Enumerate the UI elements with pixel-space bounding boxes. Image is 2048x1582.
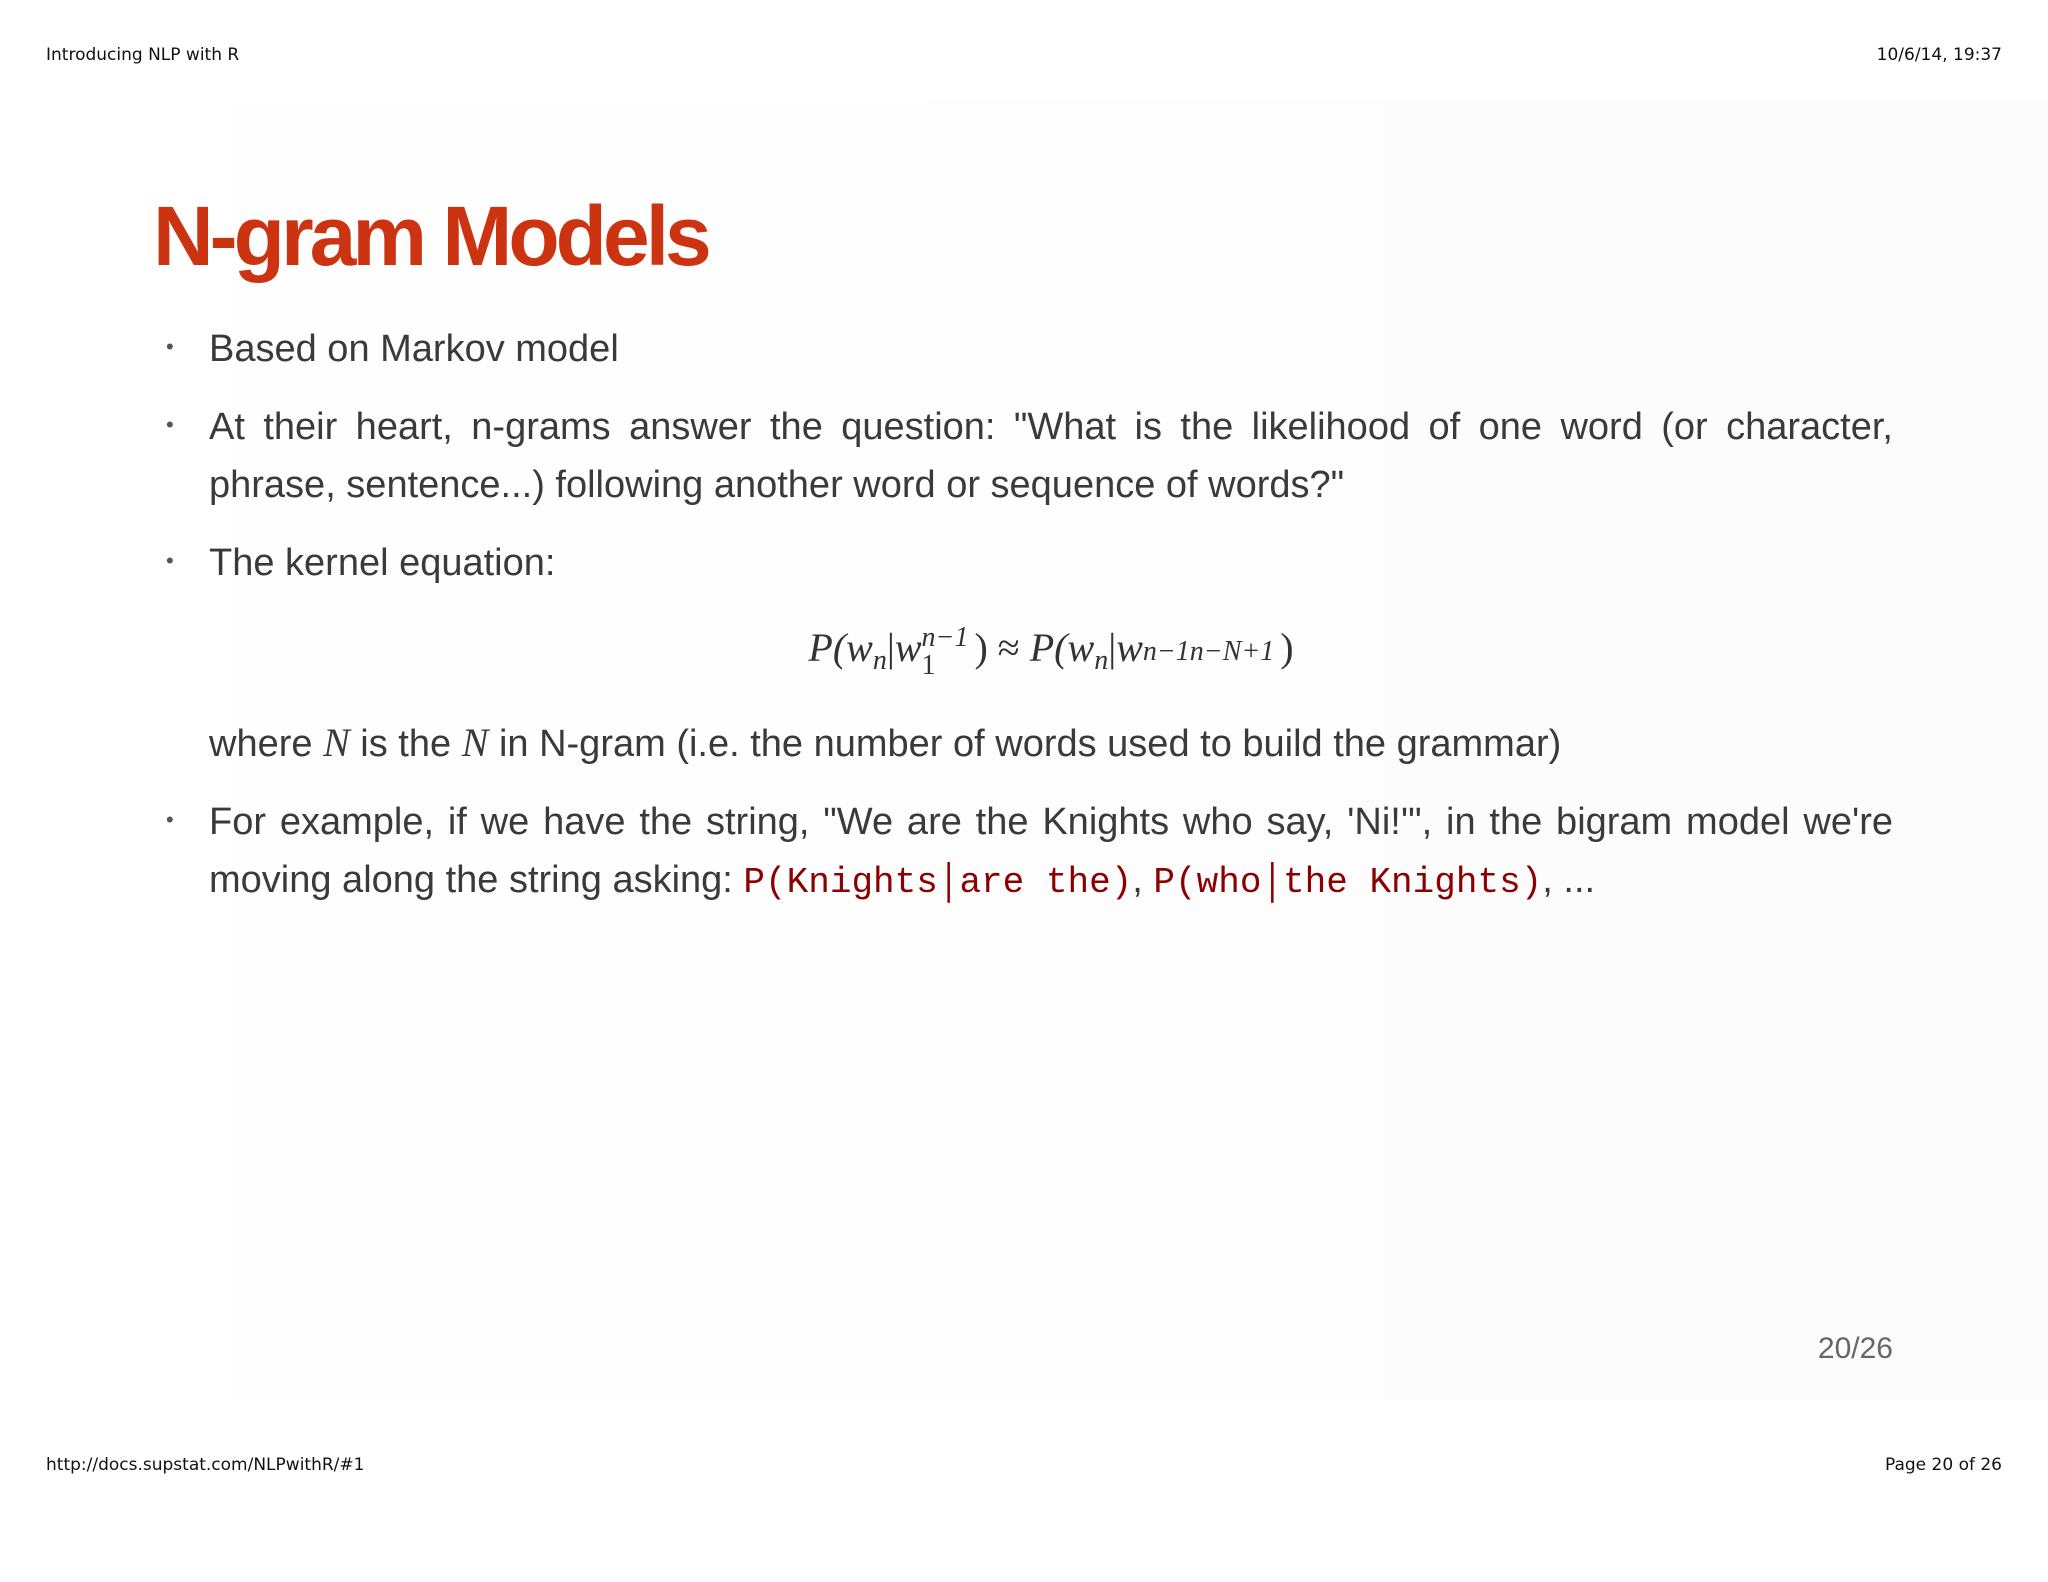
eq-bar-2: | (1108, 625, 1117, 671)
eq-lhs-sub: 1 (921, 650, 936, 681)
bullet-ngram-question: • At their heart, n-grams answer the question: "What is the likelihood of one word (or character, phrase, sentence...) following another word or sequence of words?" (160, 398, 1893, 514)
slide-title: N-gram Models (153, 189, 708, 283)
eq-w-4: w (1116, 625, 1143, 671)
bullet-kernel-equation: • The kernel equation: (160, 534, 1893, 592)
eq-approx: ≈ (997, 625, 1020, 671)
eq-p-right: P( (1029, 625, 1068, 671)
print-footer-url: http://docs.supstat.com/NLPwithR/#1 (46, 1455, 365, 1475)
example-text: For example, if we have the string, "We are the Knights who say, 'Ni!'", in the bigram model we're moving along the string asking: (209, 801, 1893, 901)
kernel-equation (160, 624, 1893, 680)
example-ellipsis: , ... (1542, 859, 1596, 901)
where-text-2: is the (349, 723, 462, 765)
eq-n-sub: n (872, 645, 887, 677)
eq-p-left: P( (808, 625, 847, 671)
slide-number: 20/26 (1817, 1332, 1893, 1365)
bullet-markov: • Based on Markov model (160, 320, 1893, 378)
print-header-title: Introducing NLP with R (46, 45, 240, 65)
example-separator: , (1132, 859, 1154, 901)
eq-bar: | (886, 625, 895, 671)
eq-close-1: ) (974, 625, 988, 671)
slide (0, 100, 2048, 1400)
eq-n-sub-2: n (1094, 645, 1109, 677)
eq-w-3: w (1067, 625, 1095, 671)
eq-lhs-sup: n−1 (921, 622, 969, 653)
eq-w-2: w (894, 625, 922, 671)
eq-rhs-supsub (1143, 638, 1274, 666)
slide-content (160, 320, 1893, 932)
where-N-2: N (461, 720, 489, 765)
where-text-1: where (209, 723, 324, 765)
where-explanation (160, 714, 1893, 773)
eq-lhs-supsub (922, 624, 969, 680)
where-text-3: in N-gram (i.e. the number of words used to build the grammar) (488, 723, 1562, 765)
code-p-who: P(who│the Knights) (1153, 862, 1543, 903)
print-header-timestamp: 10/6/14, 19:37 (1876, 45, 2002, 65)
code-p-knights: P(Knights│are the) (743, 862, 1133, 903)
eq-w: w (846, 625, 873, 671)
eq-rhs-sub: n−N+1 (1189, 636, 1275, 667)
eq-rhs-sup: n−1 (1142, 636, 1190, 667)
where-N-1: N (323, 720, 350, 765)
print-footer-page: Page 20 of 26 (1884, 1455, 2002, 1475)
bullet-example (160, 793, 1893, 912)
eq-close-2: ) (1280, 625, 1294, 671)
